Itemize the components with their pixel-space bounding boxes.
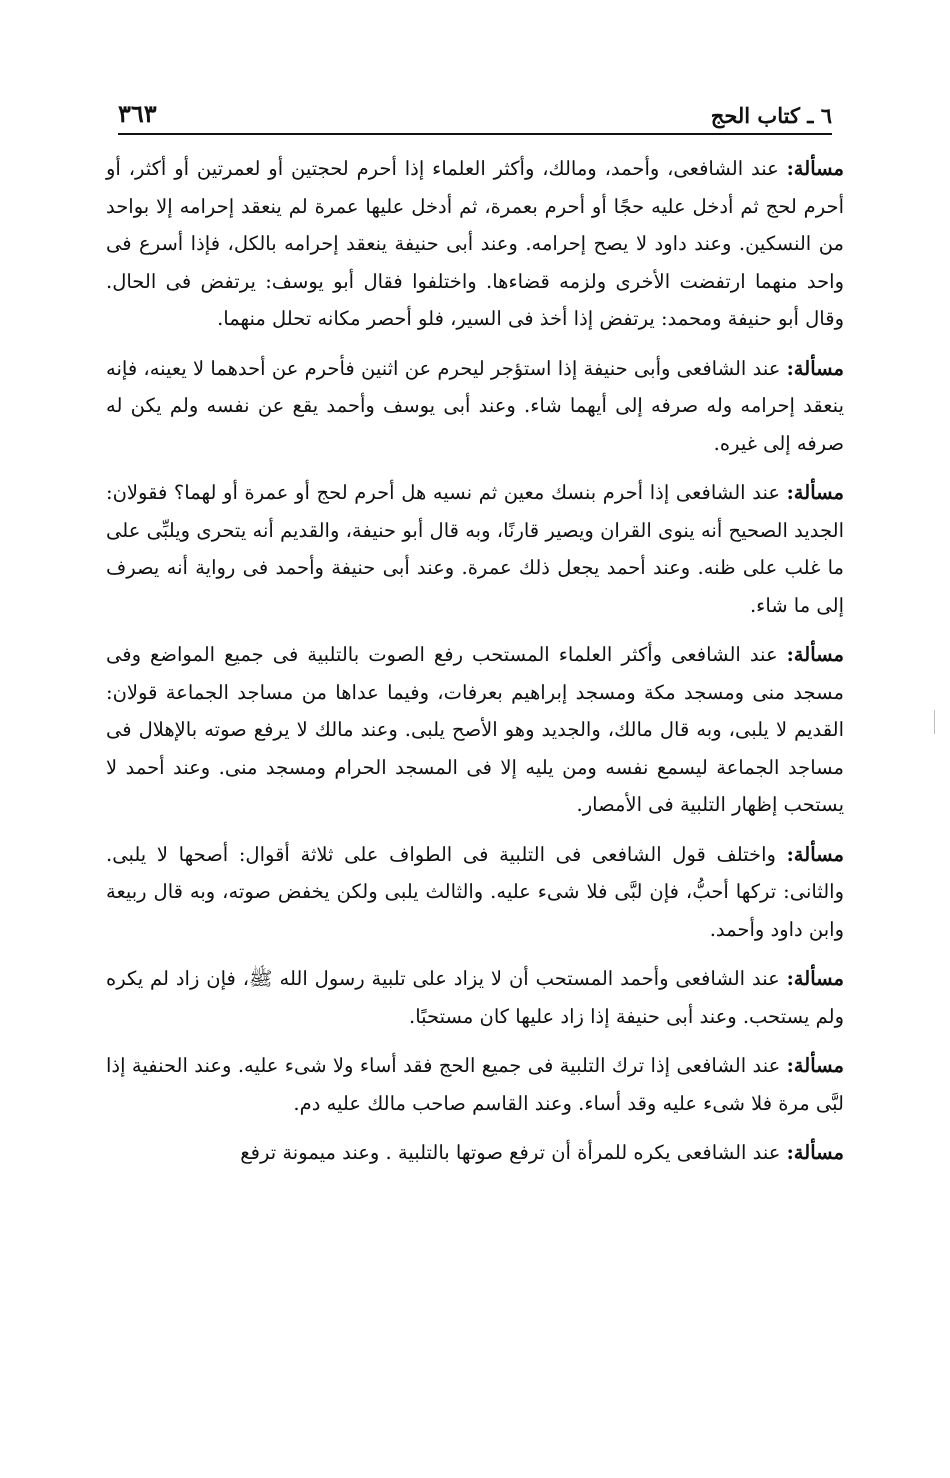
paragraph (106, 836, 844, 949)
paragraph-term: مسألة: (786, 157, 844, 180)
paragraph-term: مسألة: (786, 842, 844, 866)
page-text (106, 150, 844, 1184)
paragraph-text: عند الشافعى إذا ترك التلبية فى جميع الحج فقد أساء ولا شىء عليه. وعند الحنفية إذا لبَّى مرة فلا شىء عليه وقد أساء. وعند القاسم صاحب مالك عليه دم. (106, 1054, 844, 1115)
paragraph (106, 960, 844, 1035)
paragraph-text: عند الشافعى وأحمد المستحب أن لا يزاد على تلبية رسول الله ﷺ، فإن زاد لم يكره ولم يستحب. وعند أبى حنيفة إذا زاد عليها كان مستحبًا. (106, 967, 844, 1028)
paragraph (106, 474, 844, 624)
paragraph-text: عند الشافعى يكره للمرأة أن ترفع صوتها بالتلبية . وعند ميمونة ترفع (240, 1141, 787, 1164)
paragraph (106, 636, 844, 824)
paragraph (106, 1134, 844, 1172)
header-divider (118, 133, 832, 135)
paragraph-text: عند الشافعى وأبى حنيفة إذا استؤجر ليحرم عن اثنين فأحرم عن أحدهما لا يعينه، فإنه ينعقد إحرامه وله صرفه إلى أيهما شاء. وعند أبى يوسف وأحمد يقع عن نفسه ولم يكن له صرفه إلى غيره. (106, 356, 844, 455)
paragraph-term: مسألة: (786, 1141, 844, 1164)
paragraph (106, 1047, 844, 1122)
paragraph-text: واختلف قول الشافعى فى التلبية فى الطواف على ثلاثة أقوال: أصحها لا يلبى. والثانى: تركها أحبُّ، فإن لبَّى فلا شىء عليه. والثالث يلبى ولكن يخفض صوته، وبه قال ربيعة وابن داود وأحمد. (106, 842, 844, 941)
paragraph (106, 150, 844, 338)
paragraph-term: مسألة: (786, 967, 844, 990)
scan-margin-mark (934, 710, 935, 734)
paragraph-text: عند الشافعى وأكثر العلماء المستحب رفع الصوت بالتلبية فى جميع المواضع وفى مسجد منى ومسجد مكة ومسجد إبراهيم بعرفات، وفيما عداها من مساجد الجماعة قولان: القديم لا يلبى، وبه قال مالك، والجديد وهو الأصح يلبى. وعند مالك لا يرفع صوته بالإهلال فى مساجد الجماعة ليسمع نفسه ومن يليه إلا فى المسجد الحرام ومسجد منى. وعند أحمد لا يستحب إظهار التلبية فى الأمصار. (106, 643, 844, 816)
paragraph-text: عند الشافعى، وأحمد، ومالك، وأكثر العلماء إذا أحرم لحجتين أو لعمرتين أو أكثر، أو أحرم لحج ثم أدخل عليه حجًا أو أحرم بعمرة، ثم أدخل عليها عمرة لم ينعقد إحرامه إلا بواحد من النسكين. وعند داود لا يصح إحرامه. وعند أبى حنيفة ينعقد إحرامه بالكل، فإذا أسرع فى واحد منهما ارتفضت الأخرى ولزمه قضاءها. واختلفوا فقال أبو يوسف: يرتفض فى الحال. وقال أبو حنيفة ومحمد: يرتفض إذا أخذ فى السير، فلو أحصر مكانه تحلل منهما. (106, 157, 844, 330)
paragraph (106, 350, 844, 463)
page-number: ٣٦٣ (118, 99, 157, 128)
paragraph-term: مسألة: (786, 1054, 844, 1077)
running-header (118, 88, 832, 128)
chapter-title: ٦ ـ كتاب الحج (710, 103, 832, 128)
paragraph-term: مسألة: (786, 481, 844, 504)
paragraph-text: عند الشافعى إذا أحرم بنسك معين ثم نسيه هل أحرم لحج أو عمرة أو لهما؟ فقولان: الجديد الصحيح أنه ينوى القران ويصير قارنًا، وبه قال أبو حنيفة، والقديم أنه يتحرى ويلبِّى على ما غلب على ظنه. وعند أحمد يجعل ذلك عمرة. وعند أبى حنيفة وأحمد فى رواية أنه يصرف إلى ما شاء. (106, 481, 844, 617)
paragraph-term: مسألة: (786, 643, 844, 666)
paragraph-term: مسألة: (786, 356, 844, 380)
